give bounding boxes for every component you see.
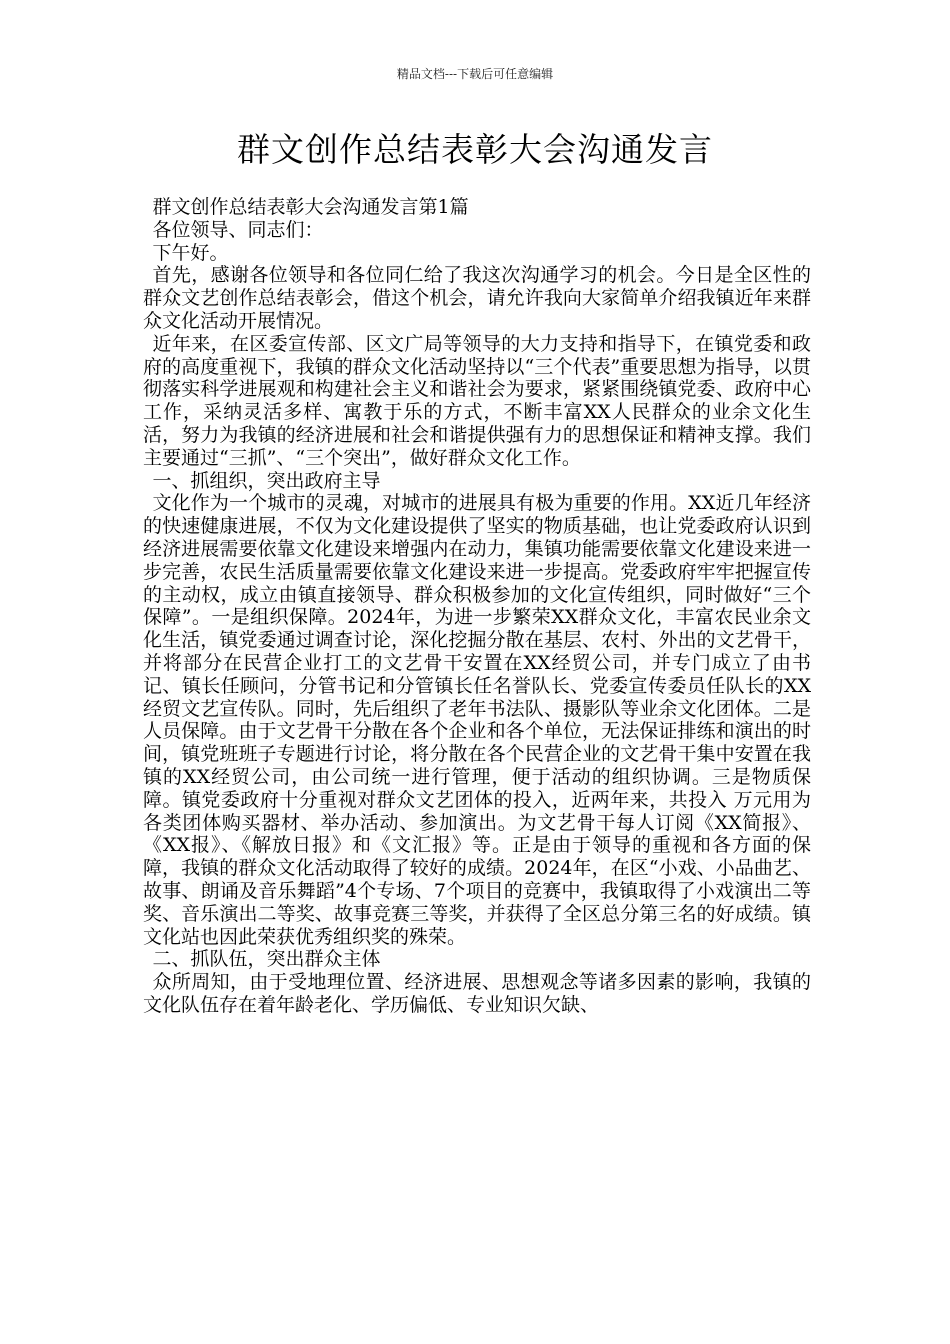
paragraph: 文化作为一个城市的灵魂，对城市的进展具有极为重要的作用。XX近几年经济的快速健康进展，不仅为文化建设提供了坚实的物质基础，也让党委政府认识到经济进展需要依靠文化建设来增强内在动力，集镇功能需要依靠文化建设来进一步完善，农民生活质量需要依靠文化建设来进一步提高。党委政府牢牢把握宣传的主动权，成立由镇直接领导、群众积极参加的文化宣传组织，同时做好“三个保障”。一是组织保障。2024年，为进一步繁荣XX群众文化，丰富农民业余文化生活，镇党委通过调查讨论，深化挖掘分散在基层、农村、外出的文艺骨干，并将部分在民营企业打工的文艺骨干安置在XX经贸公司，并专门成立了由书记、镇长任顾问，分管书记和分管镇长任名誉队长、党委宣传委员任队长的XX经贸文艺宣传队。同时，先后组织了老年书法队、摄影队等业余文化团体。二是人员保障。由于文艺骨干分散在各个企业和各个单位，无法保证排练和演出的时间，镇党班班子专题进行讨论，将分散在各个民营企业的文艺骨干集中安置在我镇的XX经贸公司，由公司统一进行管理，便于活动的组织协调。三是物质保障。镇党委政府十分重视对群众文艺团体的投入，近两年来，共投入 万元用为各类团体购买器材、举办活动、参加演出。为文艺骨干每人订阅《XX简报》、《XX报》、《解放日报》和《文汇报》等。正是由于领导的重视和各方面的保障，我镇的群众文化活动取得了较好的成绩。2024年，在区“小戏、小品曲艺、故事、朗诵及音乐舞蹈”4个专场、7个项目的竞赛中，我镇取得了小戏演出二等奖、音乐演出二等奖、故事竞赛三等奖，并获得了全区总分第三名的好成绩。镇文化站也因此荣获优秀组织奖的殊荣。 xyxy=(143,492,811,948)
paragraph: 近年来，在区委宣传部、区文广局等领导的大力支持和指导下，在镇党委和政府的高度重视下，我镇的群众文化活动坚持以“三个代表”重要思想为指导，以贯彻落实科学进展观和构建社会主义和谐社会为要求，紧紧围绕镇党委、政府中心工作，采纳灵活多样、寓教于乐的方式，不断丰富XX人民群众的业余文化生活，努力为我镇的经济进展和社会和谐提供强有力的思想保证和精神支撑。我们主要通过“三抓”、“三个突出”，做好群众文化工作。 xyxy=(143,332,811,469)
paragraph-salutation: 各位领导、同志们： xyxy=(152,218,324,241)
document-body xyxy=(143,196,811,1017)
paragraph-greeting: 下午好。 xyxy=(152,241,229,264)
section-heading: 一、抓组织，突出政府主导 xyxy=(152,469,381,492)
section-heading: 二、抓队伍，突出群众主体 xyxy=(152,948,381,971)
document-title: 群文创作总结表彰大会沟通发言 xyxy=(237,130,713,169)
paragraph: 众所周知，由于受地理位置、经济进展、思想观念等诸多因素的影响，我镇的文化队伍存在着年龄老化、学历偏低、专业知识欠缺、 xyxy=(143,971,811,1016)
paragraph: 首先，感谢各位领导和各位同仁给了我这次沟通学习的机会。今日是全区性的群众文艺创作总结表彰会，借这个机会，请允许我向大家简单介绍我镇近年来群众文化活动开展情况。 xyxy=(143,264,811,332)
paragraph-subtitle: 群文创作总结表彰大会沟通发言第1篇 xyxy=(152,196,469,218)
header-note: 精品文档---下载后可任意编辑 xyxy=(396,67,554,81)
